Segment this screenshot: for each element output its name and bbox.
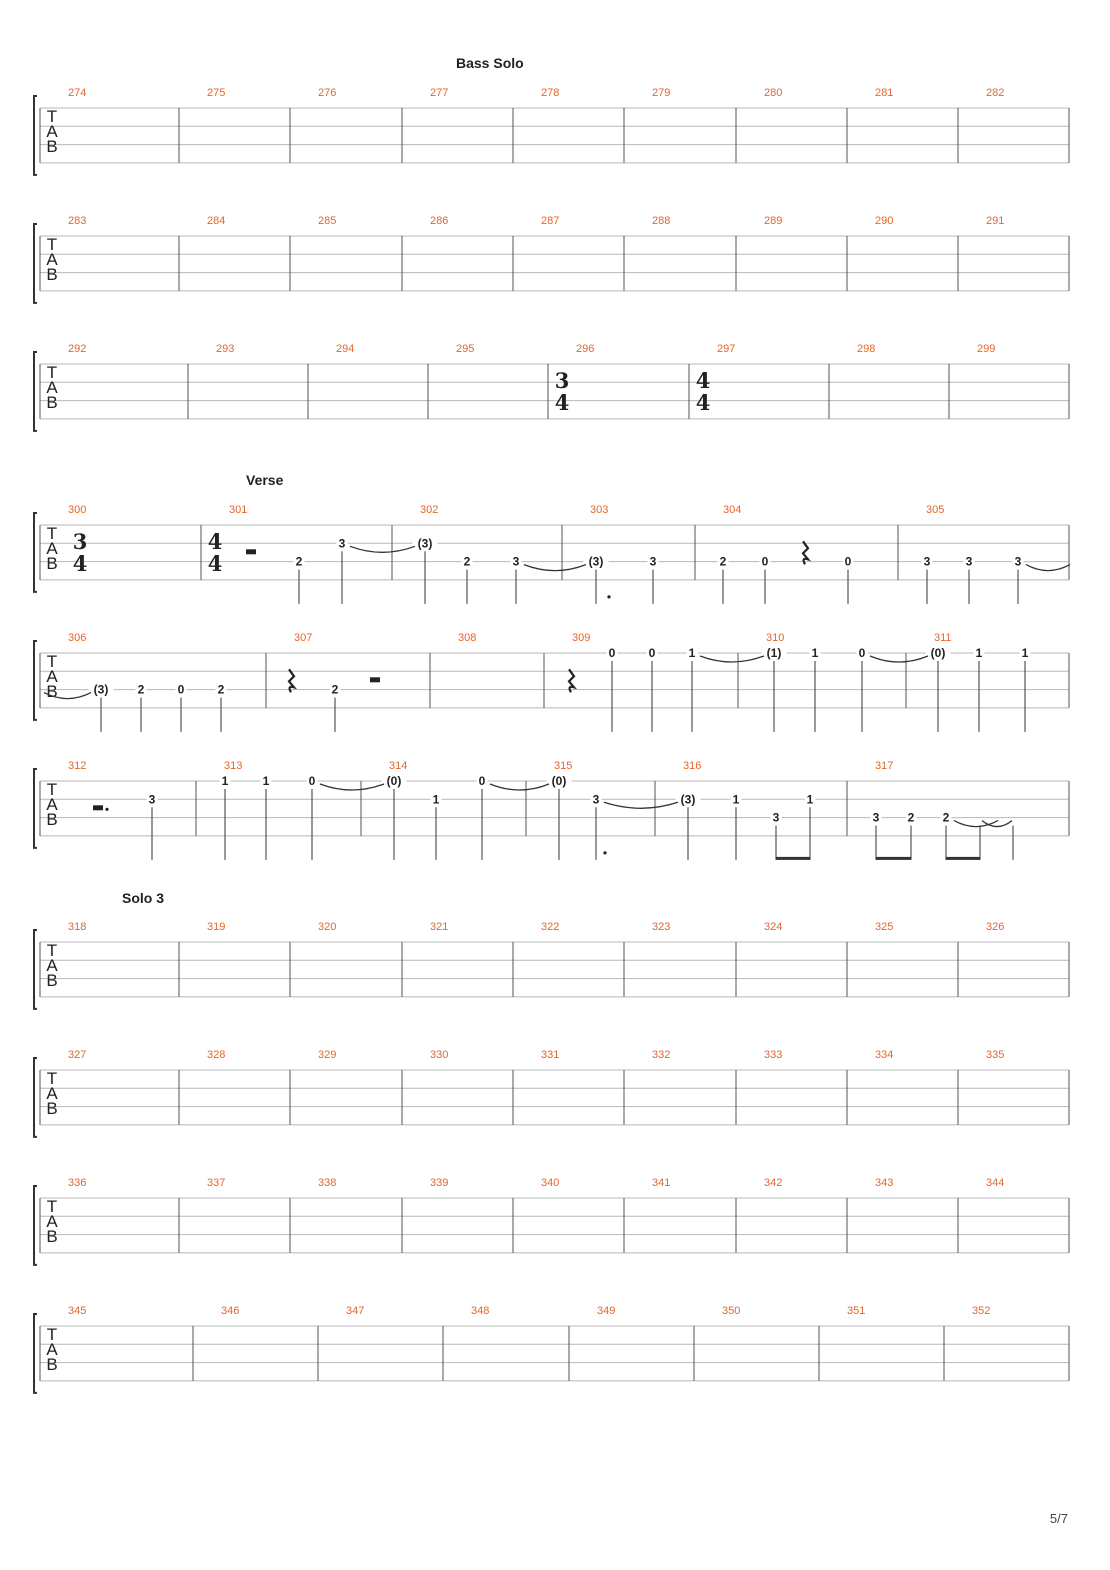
fret-number: 0 — [308, 774, 316, 788]
fret-number: 2 — [331, 682, 339, 697]
measure-number: 281 — [875, 87, 894, 99]
measure-number: 282 — [986, 87, 1005, 99]
measure-number: 337 — [207, 1177, 226, 1189]
section-label-bass-solo: Bass Solo — [456, 55, 524, 71]
fret-number: 1 — [806, 792, 814, 807]
tie-arc — [490, 784, 549, 790]
fret-number: (0) — [930, 646, 946, 660]
fret-number: 0 — [608, 646, 616, 660]
fret-number: 3 — [649, 554, 657, 569]
measure-number: 316 — [683, 760, 702, 772]
rest-dot — [105, 808, 108, 811]
tab-clef-letter: B — [46, 1355, 58, 1374]
time-signature-top: 4 — [695, 368, 711, 393]
tab-clef-letter: B — [46, 1227, 58, 1246]
fret-number: 0 — [858, 646, 866, 660]
fret-number: 1 — [688, 646, 696, 660]
rhythm-dot — [603, 851, 606, 854]
measure-number: 344 — [986, 1177, 1005, 1189]
tab-clef-letter: T — [46, 363, 58, 382]
fret-number: 3 — [338, 536, 346, 551]
measure-number: 336 — [68, 1177, 87, 1189]
fret-number: 1 — [732, 792, 740, 807]
measure-number: 321 — [430, 921, 449, 933]
measure-number: 287 — [541, 215, 560, 227]
measure-number: 298 — [857, 343, 876, 355]
measure-number: 280 — [764, 87, 783, 99]
measure-number: 308 — [458, 632, 477, 644]
fret-number: 2 — [217, 682, 225, 697]
measure-number: 303 — [590, 504, 609, 516]
measure-number: 305 — [926, 504, 945, 516]
measure-number: 320 — [318, 921, 337, 933]
measure-number: 279 — [652, 87, 671, 99]
tab-clef-letter: T — [46, 235, 58, 254]
system-bracket — [34, 513, 37, 592]
half-rest — [246, 549, 256, 554]
measure-number: 341 — [652, 1177, 671, 1189]
fret-number: (3) — [93, 682, 109, 697]
tab-clef-letter: A — [46, 250, 58, 269]
measure-number: 348 — [471, 1305, 490, 1317]
measure-number: 315 — [554, 760, 573, 772]
measure-number: 297 — [717, 343, 736, 355]
tab-clef-letter: A — [46, 378, 58, 397]
measure-number: 342 — [764, 1177, 783, 1189]
measure-number: 291 — [986, 215, 1005, 227]
measure-number: 334 — [875, 1049, 894, 1061]
measure-number: 322 — [541, 921, 560, 933]
measure-number: 313 — [224, 760, 243, 772]
measure-number: 343 — [875, 1177, 894, 1189]
measure-number: 289 — [764, 215, 783, 227]
fret-number: 3 — [592, 792, 600, 807]
fret-number: 3 — [923, 554, 931, 569]
measure-number: 347 — [346, 1305, 365, 1317]
tab-clef-letter: A — [46, 956, 58, 975]
note-beam — [776, 857, 810, 860]
measure-number: 331 — [541, 1049, 560, 1061]
tab-clef-letter: A — [46, 122, 58, 141]
fret-number: (3) — [680, 792, 696, 807]
measure-number: 323 — [652, 921, 671, 933]
measure-number: 326 — [986, 921, 1005, 933]
measure-number: 317 — [875, 760, 894, 772]
measure-number: 293 — [216, 343, 235, 355]
fret-number: 1 — [811, 646, 819, 660]
tab-clef-letter: T — [46, 524, 58, 543]
measure-number: 319 — [207, 921, 226, 933]
fret-number: 0 — [177, 682, 185, 697]
tab-clef-letter: B — [46, 682, 58, 701]
time-signature-bottom: 4 — [554, 390, 570, 415]
system-bracket — [34, 1058, 37, 1137]
note-beam — [946, 857, 980, 860]
measure-number: 328 — [207, 1049, 226, 1061]
tab-clef-letter: T — [46, 941, 58, 960]
measure-number: 333 — [764, 1049, 783, 1061]
fret-number: 3 — [1014, 554, 1022, 569]
measure-number: 294 — [336, 343, 355, 355]
measure-number: 345 — [68, 1305, 87, 1317]
fret-number: 1 — [432, 792, 440, 807]
measure-number: 274 — [68, 87, 87, 99]
measure-number: 299 — [977, 343, 996, 355]
measure-number: 309 — [572, 632, 591, 644]
measure-number: 284 — [207, 215, 226, 227]
tie-arc — [320, 784, 384, 790]
fret-number: (0) — [551, 774, 567, 788]
measure-number: 327 — [68, 1049, 87, 1061]
measure-number: 290 — [875, 215, 894, 227]
measure-number: 311 — [934, 632, 952, 644]
tie-arc — [700, 656, 764, 662]
tab-clef-letter: B — [46, 265, 58, 284]
measure-number: 346 — [221, 1305, 240, 1317]
tie-arc — [350, 546, 415, 552]
fret-number: 1 — [262, 774, 270, 788]
measure-number: 292 — [68, 343, 87, 355]
tab-clef-letter: B — [46, 810, 58, 829]
measure-number: 350 — [722, 1305, 741, 1317]
measure-number: 278 — [541, 87, 560, 99]
section-label-verse: Verse — [246, 472, 284, 488]
tab-clef-letter: T — [46, 1325, 58, 1344]
system-bracket — [34, 641, 37, 720]
fret-number: (1) — [766, 646, 782, 660]
fret-number: 3 — [512, 554, 520, 569]
tab-clef-letter: T — [46, 652, 58, 671]
measure-number: 340 — [541, 1177, 560, 1189]
measure-number: 324 — [764, 921, 783, 933]
tab-clef-letter: B — [46, 971, 58, 990]
fret-number: 2 — [907, 810, 915, 825]
measure-number: 295 — [456, 343, 475, 355]
tie-arc — [604, 802, 678, 808]
measure-number: 314 — [389, 760, 408, 772]
fret-number: 0 — [761, 554, 769, 569]
quarter-rest — [803, 541, 808, 564]
tie-arc — [524, 565, 586, 571]
measure-number: 285 — [318, 215, 337, 227]
page-number: 5/7 — [1049, 1511, 1068, 1526]
fret-number: 3 — [872, 810, 880, 825]
system-bracket — [34, 224, 37, 303]
time-signature-top: 4 — [207, 529, 223, 554]
system-bracket — [34, 769, 37, 848]
rhythm-dot — [607, 595, 610, 598]
measure-number: 351 — [847, 1305, 866, 1317]
section-label-solo-3: Solo 3 — [122, 890, 165, 906]
fret-number: 3 — [772, 810, 780, 825]
quarter-rest — [569, 669, 574, 692]
time-signature-bottom: 4 — [72, 551, 88, 576]
fret-number: 2 — [463, 554, 471, 569]
fret-number: 0 — [844, 554, 852, 569]
tab-clef-letter: A — [46, 1212, 58, 1231]
system-bracket — [34, 1314, 37, 1393]
tab-clef-letter: A — [46, 795, 58, 814]
measure-number: 275 — [207, 87, 226, 99]
fret-number: 3 — [148, 792, 156, 807]
tab-clef-letter: B — [46, 137, 58, 156]
measure-number: 329 — [318, 1049, 337, 1061]
measure-number: 352 — [972, 1305, 991, 1317]
measure-number: 330 — [430, 1049, 449, 1061]
tab-clef-letter: T — [46, 107, 58, 126]
tab-clef-letter: T — [46, 1197, 58, 1216]
half-rest — [93, 805, 103, 810]
system-bracket — [34, 352, 37, 431]
fret-number: 2 — [137, 682, 145, 697]
tab-clef-letter: B — [46, 393, 58, 412]
note-beam — [876, 857, 911, 860]
time-signature-bottom: 4 — [695, 390, 711, 415]
measure-number: 302 — [420, 504, 439, 516]
time-signature-top: 3 — [72, 529, 88, 554]
measure-number: 318 — [68, 921, 87, 933]
measure-number: 306 — [68, 632, 87, 644]
tab-clef-letter: B — [46, 554, 58, 573]
measure-number: 332 — [652, 1049, 671, 1061]
fret-number: (0) — [386, 774, 402, 788]
tab-clef-letter: A — [46, 539, 58, 558]
measure-number: 304 — [723, 504, 742, 516]
tab-clef-letter: A — [46, 1084, 58, 1103]
fret-number: 3 — [965, 554, 973, 569]
fret-number: 0 — [478, 774, 486, 788]
tab-clef-letter: T — [46, 1069, 58, 1088]
measure-number: 310 — [766, 632, 785, 644]
time-signature-top: 3 — [554, 368, 570, 393]
time-signature-bottom: 4 — [207, 551, 223, 576]
system-bracket — [34, 930, 37, 1009]
fret-number: 1 — [975, 646, 983, 660]
measure-number: 276 — [318, 87, 337, 99]
measure-number: 296 — [576, 343, 595, 355]
measure-number: 338 — [318, 1177, 337, 1189]
fret-number: 2 — [942, 810, 950, 825]
tab-clef-letter: B — [46, 1099, 58, 1118]
fret-number: 2 — [719, 554, 727, 569]
measure-number: 312 — [68, 760, 87, 772]
measure-number: 288 — [652, 215, 671, 227]
measure-number: 307 — [294, 632, 313, 644]
tab-clef-letter: A — [46, 1340, 58, 1359]
measure-number: 339 — [430, 1177, 449, 1189]
measure-number: 335 — [986, 1049, 1005, 1061]
fret-number: 0 — [648, 646, 656, 660]
quarter-rest — [289, 669, 294, 692]
tie-arc — [1026, 565, 1070, 571]
measure-number: 283 — [68, 215, 87, 227]
measure-number: 349 — [597, 1305, 616, 1317]
measure-number: 325 — [875, 921, 894, 933]
fret-number: (3) — [417, 536, 433, 551]
fret-number: 1 — [1021, 646, 1029, 660]
half-rest — [370, 677, 380, 682]
tab-clef-letter: T — [46, 780, 58, 799]
measure-number: 300 — [68, 504, 87, 516]
measure-number: 277 — [430, 87, 449, 99]
fret-number: (3) — [588, 554, 604, 569]
fret-number: 1 — [221, 774, 229, 788]
system-bracket — [34, 1186, 37, 1265]
tab-clef-letter: A — [46, 667, 58, 686]
system-bracket — [34, 96, 37, 175]
measure-number: 286 — [430, 215, 449, 227]
measure-number: 301 — [229, 504, 248, 516]
fret-number: 2 — [295, 554, 303, 569]
tie-arc — [870, 656, 928, 662]
